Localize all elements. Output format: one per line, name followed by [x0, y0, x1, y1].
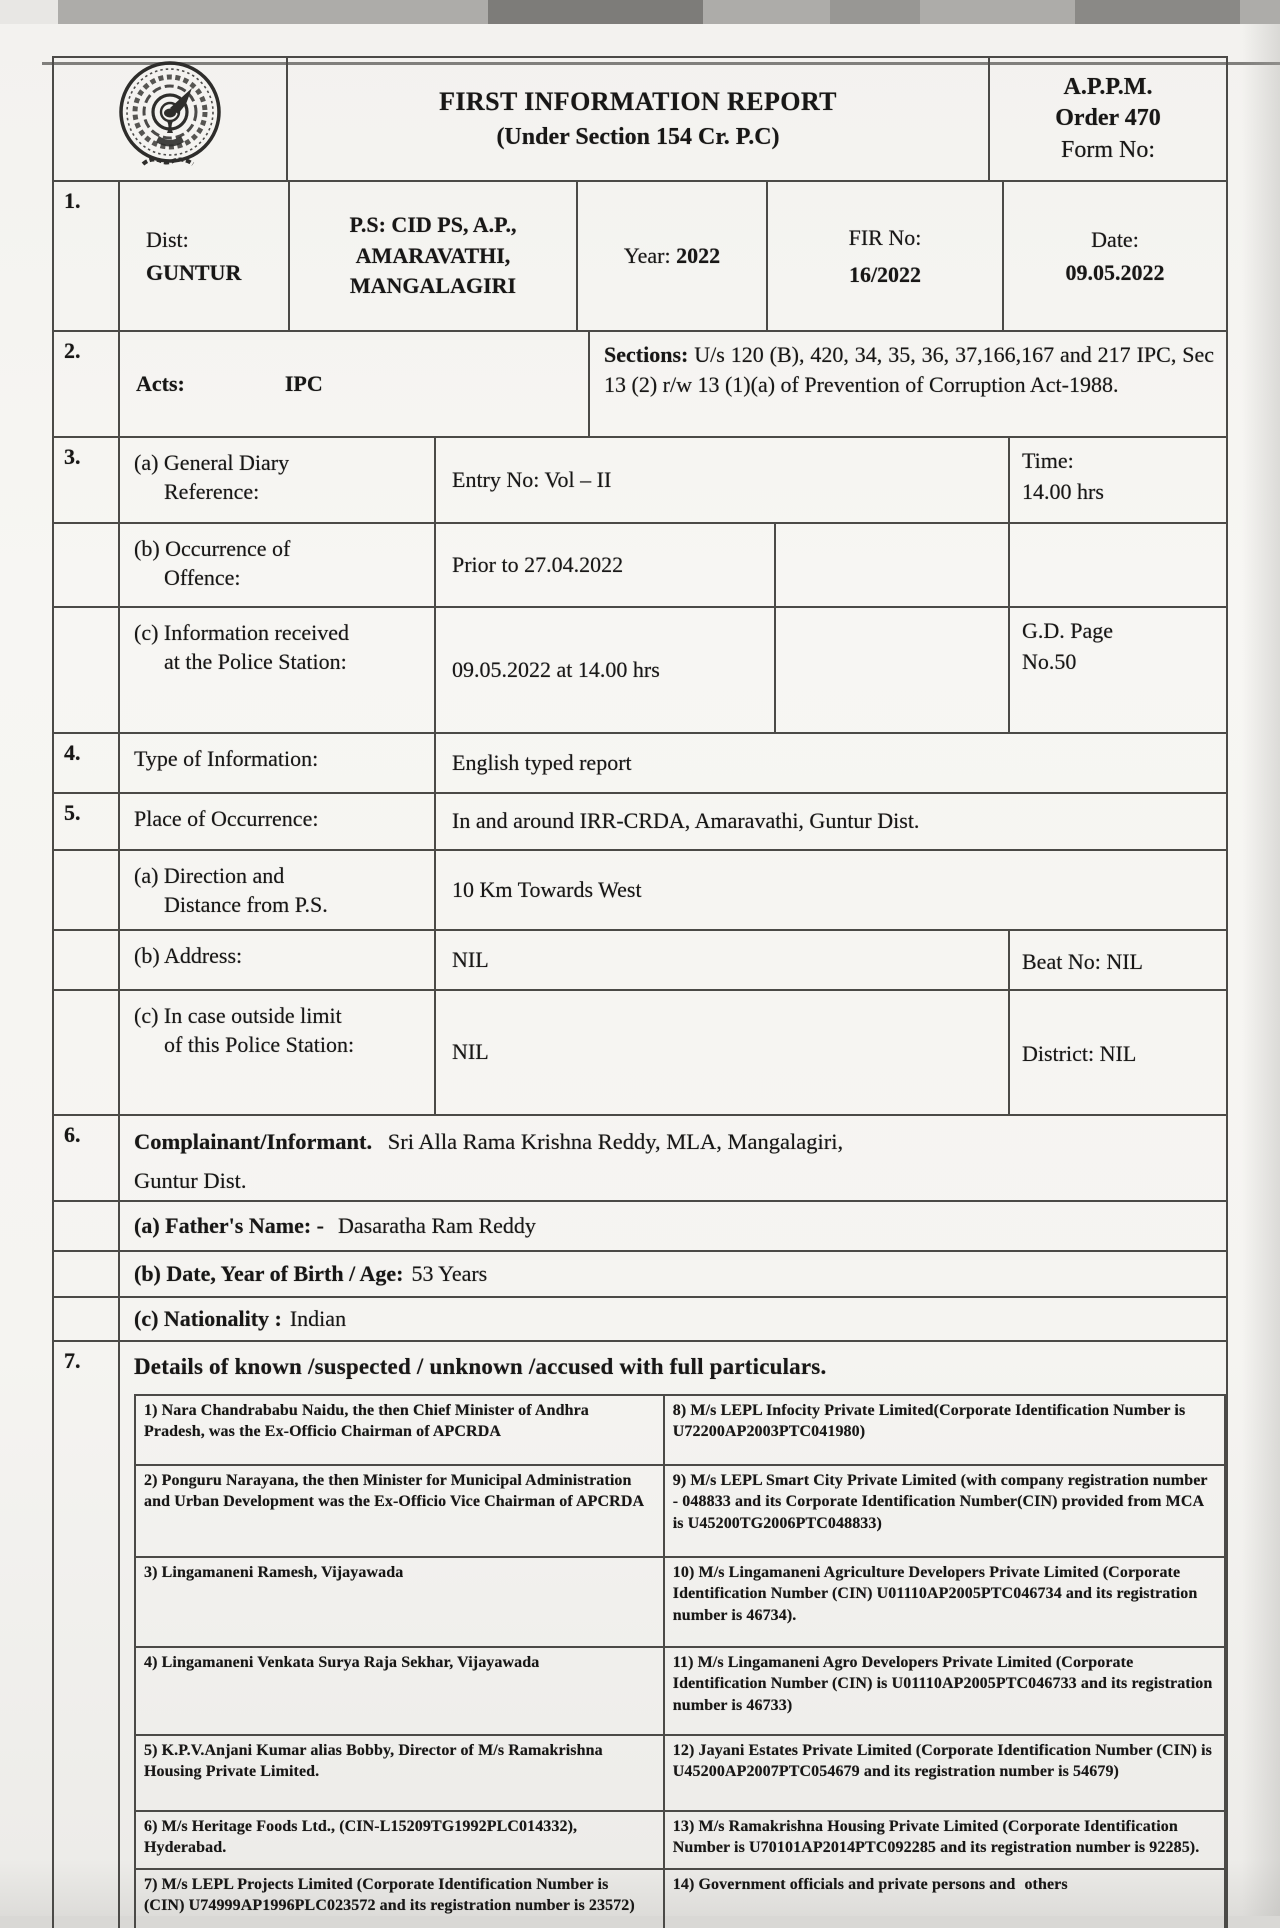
empty-cell — [1008, 524, 1226, 606]
beat-no-cell: Beat No: NIL — [1008, 931, 1226, 989]
accused-entry-7: 7) M/s LEPL Projects Limited (Corporate Identification Number is (CIN) U74999AP1996PLC023572 and its registration number is 23572) — [136, 1870, 665, 1928]
place-of-occurrence-label: Place of Occurrence: — [118, 794, 434, 849]
fir-value: 16/2022 — [848, 262, 922, 287]
district-nil-cell: District: NIL — [1008, 991, 1226, 1114]
complainant-value-line2: Guntur Dist. — [134, 1168, 247, 1194]
ps-line2: AMARAVATHI, — [355, 242, 511, 268]
accused-entry-13: 13) M/s Ramakrishna Housing Private Limited (Corporate Identification Number is U70101AP2014PTC092285 and its registration number is 92285). — [672, 1818, 1200, 1857]
date-label: Date: — [1091, 227, 1139, 252]
direction-distance-value: 10 Km Towards West — [434, 851, 1226, 929]
nationality-label: (c) Nationality : — [134, 1306, 282, 1331]
age-cell — [118, 1252, 1226, 1296]
gd-reference-label: (a) General Diary Reference: — [118, 438, 434, 522]
date-value: 09.05.2022 — [1065, 260, 1165, 285]
fir-number-cell — [766, 182, 1002, 330]
fathers-name-label: (a) Father's Name: - — [134, 1213, 324, 1238]
document-title — [286, 58, 988, 180]
row-6c — [54, 1296, 1226, 1340]
form-ref-line3: Form No: — [1060, 136, 1155, 163]
form-ref-line1: A.P.P.M. — [1063, 74, 1153, 101]
accused-entry-14-bold: others — [1024, 1876, 1068, 1893]
occurrence-value: Prior to 27.04.2022 — [434, 524, 774, 606]
row-number: 6. — [64, 1122, 81, 1147]
row-number-empty — [54, 931, 118, 989]
time-value: 14.00 hrs — [1022, 478, 1104, 504]
year-label: Year: — [623, 243, 671, 268]
scan-right-shadow — [1242, 24, 1280, 1916]
age-value: 53 Years — [411, 1261, 488, 1286]
row-5c — [54, 989, 1226, 1114]
row-number-empty — [54, 1252, 118, 1296]
row-number: 4. — [64, 740, 81, 765]
outside-limit-value: NIL — [434, 991, 1008, 1114]
logo-cell — [54, 58, 286, 180]
time-label: Time: — [1022, 448, 1074, 473]
row-6b — [54, 1250, 1226, 1296]
nationality-value: Indian — [289, 1306, 347, 1331]
row-3b — [54, 522, 1226, 606]
occurrence-label: (b) Occurrence of Offence: — [118, 524, 434, 606]
age-label: (b) Date, Year of Birth / Age: — [134, 1261, 404, 1286]
row-number: 5. — [64, 800, 81, 825]
row-3a — [54, 436, 1226, 522]
row-1 — [54, 180, 1226, 330]
place-of-occurrence-value: In and around IRR-CRDA, Amaravathi, Guntur Dist. — [434, 794, 1226, 849]
type-of-information-value: English typed report — [434, 734, 1226, 792]
time-cell — [1008, 438, 1226, 522]
title-line1: FIRST INFORMATION REPORT — [439, 86, 837, 116]
scan-edge-gap — [0, 0, 58, 26]
info-received-value: 09.05.2022 at 14.00 hrs — [434, 608, 774, 732]
scan-edge-mid-block — [830, 0, 920, 26]
accused-entry-1: 1) Nara Chandrababu Naidu, the then Chief Minister of Andhra Pradesh, was the Ex-Officio Chairman of APCRDA — [136, 1396, 665, 1464]
row-6 — [54, 1114, 1226, 1200]
ps-line1: P.S: CID PS, A.P., — [349, 211, 517, 237]
sections-cell — [588, 332, 1226, 436]
ps-line3: MANGALAGIRI — [349, 273, 517, 299]
row-number-empty — [54, 1298, 118, 1340]
acts-value: IPC — [284, 371, 323, 396]
info-received-label: (c) Information received at the Police Station: — [118, 608, 434, 732]
address-label: (b) Address: — [118, 931, 434, 989]
row-7-body — [54, 1392, 1226, 1928]
accused-row — [136, 1734, 1224, 1810]
gd-page-line2: No.50 — [1022, 648, 1077, 674]
title-line2: (Under Section 154 Cr. P.C) — [496, 124, 780, 151]
police-station-cell — [288, 182, 576, 330]
gd-reference-value: Entry No: Vol – II — [434, 438, 1008, 522]
row-3c — [54, 606, 1226, 732]
row-7-heading — [54, 1340, 1226, 1392]
accused-entry-4: 4) Lingamaneni Venkata Surya Raja Sekhar, Vijayawada — [136, 1648, 665, 1734]
accused-entry-14 — [665, 1870, 1224, 1928]
empty-cell — [774, 524, 1008, 606]
complainant-label: Complainant/Informant. — [134, 1129, 373, 1154]
row-2 — [54, 330, 1226, 436]
fathers-name-value: Dasaratha Ram Reddy — [338, 1213, 536, 1238]
accused-entry-5: 5) K.P.V.Anjani Kumar alias Bobby, Director of M/s Ramakrishna Housing Private Limited. — [136, 1736, 665, 1810]
row-4 — [54, 732, 1226, 792]
row-number-empty — [54, 1202, 118, 1250]
outside-limit-label: (c) In case outside limit of this Police Station: — [118, 991, 434, 1114]
form-ref-line2: Order 470 — [1055, 105, 1161, 132]
accused-entry-12: 12) Jayani Estates Private Limited (Corporate Identification Number (CIN) is U45200AP2007PTC054679 and its registration number is 54679) — [672, 1742, 1213, 1781]
address-value: NIL — [434, 931, 1008, 989]
fir-document-page — [0, 24, 1280, 1916]
accused-row — [136, 1556, 1224, 1646]
fir-label: FIR No: — [848, 224, 922, 250]
nationality-cell — [118, 1298, 1226, 1340]
row-5b — [54, 929, 1226, 989]
header-row — [54, 58, 1226, 180]
scan-edge-dark-block — [488, 0, 703, 26]
accused-details-heading: Details of known /suspected / unknown /accused with full particulars. — [118, 1342, 1226, 1392]
complainant-value-line1: Sri Alla Rama Krishna Reddy, MLA, Mangalagiri, — [387, 1129, 844, 1154]
row-number: 2. — [64, 338, 81, 363]
date-cell — [1002, 182, 1226, 330]
empty-cell — [774, 608, 1008, 732]
accused-subtable-wrap — [118, 1392, 1226, 1928]
type-of-information-label: Type of Information: — [118, 734, 434, 792]
acts-label: Acts: — [136, 371, 185, 396]
accused-entry-10: 10) M/s Lingamaneni Agriculture Developers Private Limited (Corporate Identification Number (CIN) U01110AP2005PTC046734 and its registration number is 46734). — [672, 1564, 1198, 1624]
accused-row — [136, 1396, 1224, 1464]
scan-edge-artifact — [0, 0, 1280, 26]
accused-entry-2: 2) Ponguru Narayana, the then Minister for Municipal Administration and Urban Development was the Ex-Officio Vice Chairman of APCRDA — [136, 1466, 665, 1556]
row-number-empty — [54, 524, 118, 606]
year-value: 2022 — [676, 243, 721, 268]
fir-table — [52, 56, 1228, 1928]
accused-entry-9: 9) M/s LEPL Smart City Private Limited (with company registration number - 048833 and its Corporate Identification Number(CIN) provided from MCA is U45200TG2006PTC048833) — [672, 1472, 1208, 1532]
accused-entry-11: 11) M/s Lingamaneni Agro Developers Private Limited (Corporate Identification Number (CIN) is U01110AP2005PTC046733 and its registration number is 46733) — [672, 1654, 1213, 1714]
accused-entry-8: 8) M/s LEPL Infocity Private Limited(Corporate Identification Number is U72200AP2003PTC041980) — [672, 1402, 1186, 1441]
accused-row — [136, 1810, 1224, 1868]
accused-entry-6: 6) M/s Heritage Foods Ltd., (CIN-L15209TG1992PLC014332), Hyderabad. — [136, 1812, 665, 1868]
accused-row — [136, 1646, 1224, 1734]
police-emblem-logo — [107, 60, 233, 178]
accused-entry-3: 3) Lingamaneni Ramesh, Vijayawada — [136, 1558, 665, 1646]
sections-label: Sections: — [604, 342, 689, 367]
accused-subtable — [134, 1394, 1226, 1928]
row-6a — [54, 1200, 1226, 1250]
gd-page-line1: G.D. Page — [1022, 618, 1114, 643]
row-number-empty — [54, 608, 118, 732]
row-number-empty — [54, 851, 118, 929]
gd-page-cell — [1008, 608, 1226, 732]
row-number: 3. — [64, 444, 81, 469]
row-number: 7. — [64, 1348, 81, 1373]
district-value: GUNTUR — [146, 260, 242, 285]
row-number: 1. — [64, 188, 81, 213]
row-number-empty — [54, 991, 118, 1114]
acts-cell — [118, 332, 588, 436]
scan-edge-dark-block-right — [1075, 0, 1240, 26]
row-5 — [54, 792, 1226, 849]
form-reference-cell — [988, 58, 1226, 180]
district-cell — [118, 182, 288, 330]
sections-value: U/s 120 (B), 420, 34, 35, 36, 37,166,167 and 217 IPC, Sec 13 (2) r/w 13 (1)(a) of Prevention of Corruption Act-1988. — [604, 342, 1214, 398]
row-number-empty — [54, 1392, 118, 1928]
district-label: Dist: — [146, 227, 189, 252]
fathers-name-cell — [118, 1202, 1226, 1250]
accused-row — [136, 1464, 1224, 1556]
complainant-cell — [118, 1116, 1226, 1200]
row-5a — [54, 849, 1226, 929]
accused-row — [136, 1868, 1224, 1928]
year-cell — [576, 182, 766, 330]
direction-distance-label: (a) Direction and Distance from P.S. — [118, 851, 434, 929]
accused-entry-14-text: 14) Government officials and private persons and — [672, 1876, 1016, 1893]
